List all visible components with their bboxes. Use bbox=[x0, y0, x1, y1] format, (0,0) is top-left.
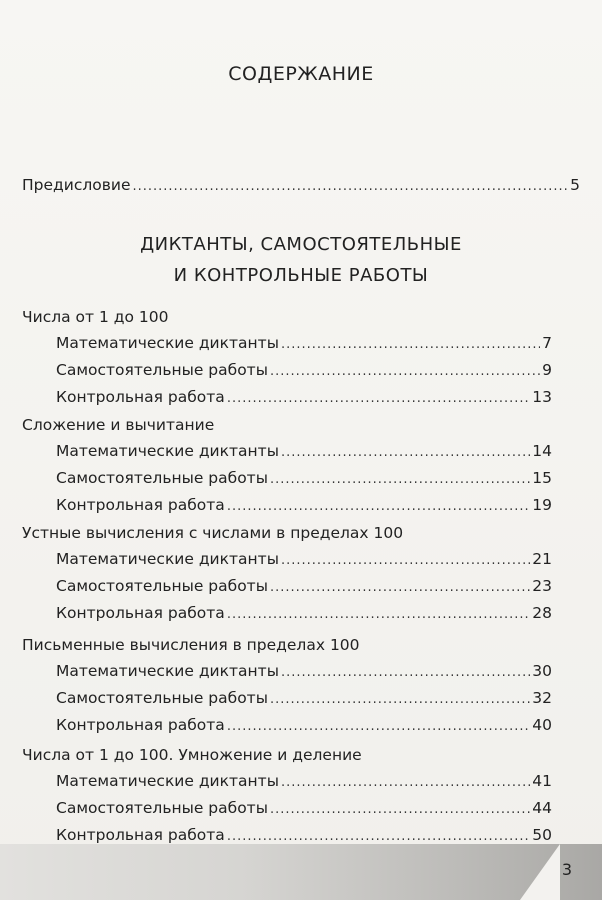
toc-entry bbox=[56, 332, 552, 356]
toc-entry-label: Контрольная работа bbox=[56, 388, 225, 406]
toc-entry-page: 9 bbox=[542, 361, 552, 379]
toc-entry bbox=[56, 440, 552, 464]
page-number: 3 bbox=[561, 860, 572, 879]
toc-entry-label: Математические диктанты bbox=[56, 772, 279, 790]
toc-entry bbox=[56, 770, 552, 794]
toc-entry bbox=[56, 602, 552, 626]
leader-dots bbox=[227, 604, 530, 626]
footer-corner bbox=[520, 844, 560, 900]
toc-entry bbox=[56, 575, 552, 599]
toc-entry-page: 23 bbox=[532, 577, 552, 595]
toc-entry-label: Самостоятельные работы bbox=[56, 577, 268, 595]
toc-entry-label: Самостоятельные работы bbox=[56, 361, 268, 379]
leader-dots bbox=[281, 772, 530, 794]
toc-entry-preface bbox=[22, 174, 580, 198]
leader-dots bbox=[270, 577, 530, 599]
toc-entry-page: 28 bbox=[532, 604, 552, 622]
toc-entry-page: 50 bbox=[532, 826, 552, 844]
toc-entry-page: 30 bbox=[532, 662, 552, 680]
toc-entry-label: Математические диктанты bbox=[56, 662, 279, 680]
toc-entry-label: Математические диктанты bbox=[56, 550, 279, 568]
toc-entry-page: 41 bbox=[532, 772, 552, 790]
toc-entry-label: Предисловие bbox=[22, 176, 131, 194]
toc-entry-label: Контрольная работа bbox=[56, 826, 225, 844]
section-title: Сложение и вычитание bbox=[22, 416, 215, 434]
toc-entry-page: 15 bbox=[532, 469, 552, 487]
section-title: Числа от 1 до 100 bbox=[22, 308, 169, 326]
toc-entry bbox=[56, 494, 552, 518]
section-title: Устные вычисления с числами в пределах 100 bbox=[22, 524, 404, 542]
toc-entry bbox=[56, 548, 552, 572]
section-title: Письменные вычисления в пределах 100 bbox=[22, 636, 360, 654]
toc-entry bbox=[56, 467, 552, 491]
leader-dots bbox=[281, 662, 530, 684]
leader-dots bbox=[227, 716, 530, 738]
toc-entry-page: 44 bbox=[532, 799, 552, 817]
toc-entry-label: Контрольная работа bbox=[56, 604, 225, 622]
leader-dots bbox=[281, 334, 540, 356]
toc-entry bbox=[56, 359, 552, 383]
toc-entry-page: 40 bbox=[532, 716, 552, 734]
toc-entry bbox=[56, 797, 552, 821]
toc-entry-page: 13 bbox=[532, 388, 552, 406]
leader-dots bbox=[270, 469, 530, 491]
toc-entry-label: Математические диктанты bbox=[56, 334, 279, 352]
toc-entry-label: Самостоятельные работы bbox=[56, 469, 268, 487]
toc-entry-page: 14 bbox=[532, 442, 552, 460]
part-title-line1: ДИКТАНТЫ, САМОСТОЯТЕЛЬНЫЕ bbox=[140, 234, 462, 255]
leader-dots bbox=[270, 361, 540, 383]
toc-entry-page: 7 bbox=[542, 334, 552, 352]
toc-entry bbox=[56, 386, 552, 410]
leader-dots bbox=[227, 496, 530, 518]
toc-entry-label: Математические диктанты bbox=[56, 442, 279, 460]
toc-entry bbox=[56, 660, 552, 684]
toc-entry-page: 19 bbox=[532, 496, 552, 514]
toc-entry-page: 5 bbox=[570, 176, 580, 194]
toc-title: СОДЕРЖАНИЕ bbox=[228, 63, 374, 85]
leader-dots bbox=[281, 442, 530, 464]
toc-entry-label: Самостоятельные работы bbox=[56, 689, 268, 707]
leader-dots bbox=[132, 176, 568, 198]
toc-entry-label: Самостоятельные работы bbox=[56, 799, 268, 817]
toc-entry bbox=[56, 687, 552, 711]
section-title: Числа от 1 до 100. Умножение и деление bbox=[22, 746, 362, 764]
toc-entry bbox=[56, 714, 552, 738]
leader-dots bbox=[270, 689, 530, 711]
footer-band bbox=[0, 844, 602, 900]
leader-dots bbox=[227, 388, 530, 410]
leader-dots bbox=[281, 550, 530, 572]
part-title-line2: И КОНТРОЛЬНЫЕ РАБОТЫ bbox=[173, 265, 429, 286]
toc-entry-label: Контрольная работа bbox=[56, 716, 225, 734]
toc-entry-label: Контрольная работа bbox=[56, 496, 225, 514]
toc-entry-page: 21 bbox=[532, 550, 552, 568]
leader-dots bbox=[270, 799, 530, 821]
toc-entry-page: 32 bbox=[532, 689, 552, 707]
